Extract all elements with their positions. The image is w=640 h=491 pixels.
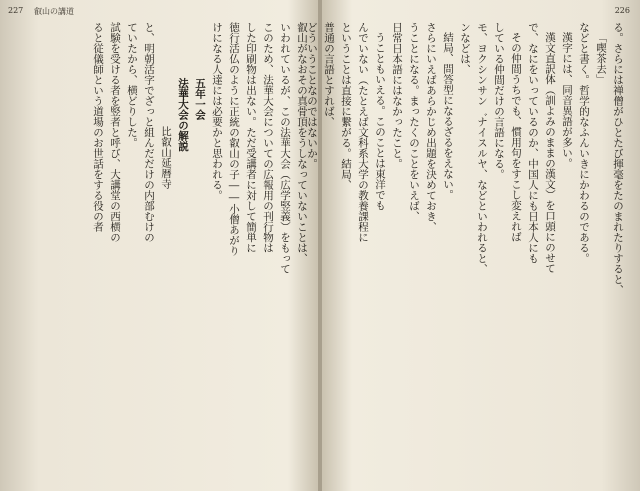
text-column: その仲間うちでも、慣用句をすこし変えれば bbox=[510, 32, 522, 242]
text-column: けになる人達には必要かと思われる。 bbox=[211, 22, 223, 201]
text-column: んでいない（たとえば文科系大学の教養課程に bbox=[357, 22, 369, 243]
page-number: 226 bbox=[614, 6, 630, 15]
text-column: と、明朝活字でざっと組んだだけの内部むけの bbox=[143, 22, 155, 243]
text-column: 普通の言語とすれば、 bbox=[323, 22, 335, 127]
leaflet-publisher: 比叡山延暦寺 bbox=[160, 126, 172, 189]
text-column: 徳行活仏のように正統の叡山の子――小僧あがり bbox=[228, 22, 240, 256]
text-column: どういうことなのではないか。 bbox=[306, 22, 318, 169]
text-column: している仲間だけの言語になる。 bbox=[493, 22, 505, 180]
quoted-phrase: 「喫茶去」 bbox=[595, 32, 607, 85]
right-text-body bbox=[306, 22, 626, 482]
text-column: 漢文直訳体（訓よみのままの漢文）を口頭にのせて bbox=[544, 32, 556, 274]
text-column: いわれているが、この法華大会（広学竪義）をもって bbox=[279, 22, 291, 274]
text-column: ていたから、横どりした。 bbox=[126, 22, 138, 148]
text-column: 結局、問答型になるざるをえない。 bbox=[442, 32, 454, 200]
text-column: などと書く。哲学的なふんいきにかわるのである。 bbox=[578, 22, 590, 264]
left-text-body bbox=[14, 22, 310, 482]
text-column: ンなどは、 bbox=[459, 22, 471, 75]
text-column: 叡山がなおその真骨頂をうしなっていないことは、 bbox=[296, 22, 308, 264]
right-page bbox=[306, 0, 640, 491]
leaflet-title: 法華大会の解説 bbox=[177, 78, 189, 152]
text-column: で、なにをいっているのか、中国人にも日本人にも bbox=[527, 22, 539, 264]
leaflet-heading: 五年一会 bbox=[194, 78, 206, 120]
text-column: した印刷物は出ない。ただ受講者に対して簡単に bbox=[245, 22, 257, 253]
text-column: る。さらには禅僧がひとたび揮毫をたのまれたりすると、 bbox=[612, 22, 624, 295]
text-column: このため、法華大会についての広報用の刊行物は bbox=[262, 22, 274, 253]
text-column: ると従儀師という道場のお世話をする役の者 bbox=[92, 22, 104, 232]
text-column: ということは直接に繋がる。結局、 bbox=[340, 22, 352, 190]
running-title: 叡山の講道 bbox=[34, 7, 74, 16]
text-column: 漢字には、同音異語が多い。 bbox=[561, 32, 573, 169]
left-page bbox=[0, 0, 318, 491]
text-column: モ、ヨクシンサン゛ナイスルヤ、などといわれると、 bbox=[476, 22, 488, 274]
text-column: 試験を受ける者を竪者と呼び、大講堂の西横の bbox=[109, 22, 121, 243]
text-column: さらにいえばあらかじめ出題を決めておき、 bbox=[425, 22, 437, 232]
page-number: 227 bbox=[8, 6, 24, 15]
text-column: 日常日本語にはなかったこと。 bbox=[391, 22, 403, 169]
text-column: うことになる。まったくのことをいえば、 bbox=[408, 22, 420, 222]
text-column: うこともいえる。このことは東洋でも bbox=[374, 32, 386, 211]
